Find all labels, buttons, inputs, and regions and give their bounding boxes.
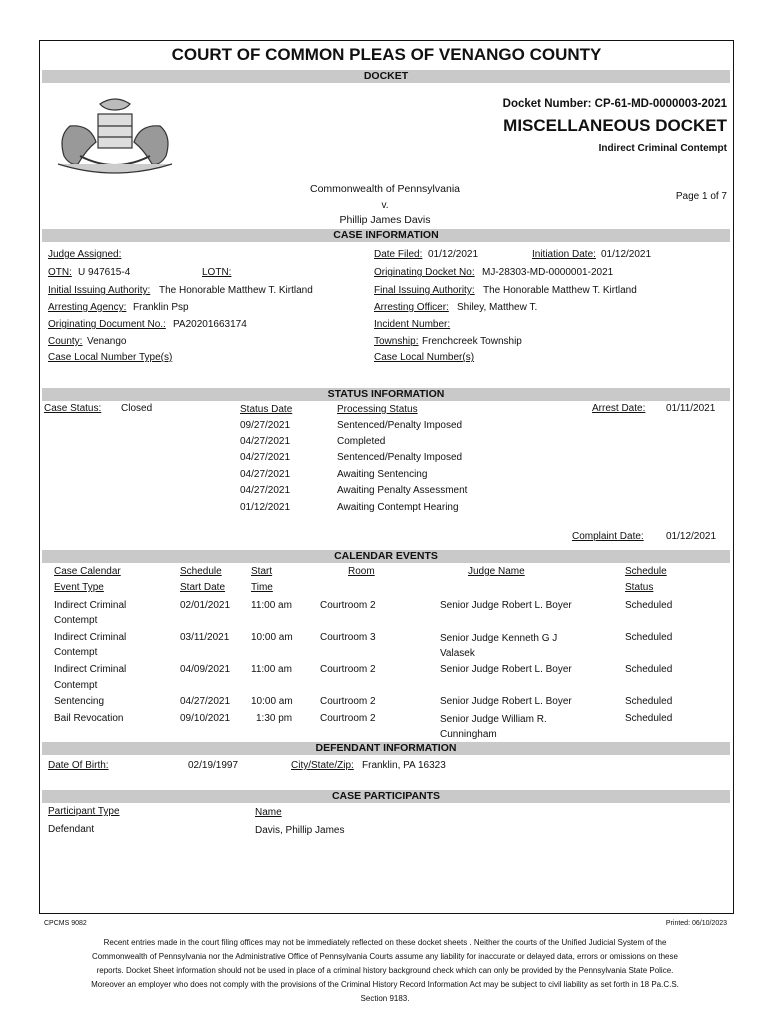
cal-header-schedule: Schedule [180,566,222,577]
status-date-header: Status Date [240,404,293,415]
otn-value: U 947615-4 [78,267,131,278]
cal-row-date: 09/10/2021 [180,713,231,724]
cal-row-judge: Senior Judge William R. [440,714,547,725]
status-row-date: 04/27/2021 [240,452,291,463]
case-type: Indirect Criminal Contempt [598,143,727,154]
date-filed-value: 01/12/2021 [428,249,479,260]
status-row-status: Awaiting Sentencing [337,469,428,480]
form-number: CPCMS 9082 [44,920,87,927]
cal-row-event: Indirect Criminal [54,632,127,643]
cal-row-judge: Cunningham [440,729,497,740]
cal-row-date: 04/09/2021 [180,664,231,675]
otn-label: OTN: [48,267,72,278]
orig-docket-value: MJ-28303-MD-0000001-2021 [482,267,614,278]
cal-row-time: 10:00 am [251,632,293,643]
cal-row-room: Courtroom 2 [320,600,376,611]
cal-row-event: Contempt [54,615,98,626]
initiation-date-label: Initiation Date: [532,249,596,260]
pennsylvania-seal-icon [50,96,180,174]
cal-row-room: Courtroom 3 [320,632,376,643]
case-status-value: Closed [121,403,153,414]
participant-name: Davis, Phillip James [255,825,345,836]
status-row-status: Sentenced/Penalty Imposed [337,452,463,463]
cal-row-judge: Senior Judge Robert L. Boyer [440,664,572,675]
cal-row-time: 1:30 pm [256,713,293,724]
participant-type: Defendant [48,824,95,835]
cal-row-status: Scheduled [625,664,673,675]
complaint-date-value: 01/12/2021 [666,531,717,542]
status-row-date: 09/27/2021 [240,420,291,431]
complaint-date-label: Complaint Date: [572,531,644,542]
cal-header-start: Start [251,566,273,577]
cal-row-date: 02/01/2021 [180,600,231,611]
status-row-status: Completed [337,436,386,447]
cal-row-judge: Senior Judge Robert L. Boyer [440,696,572,707]
court-title: COURT OF COMMON PLEAS OF VENANGO COUNTY [171,45,602,64]
cal-row-judge: Senior Judge Kenneth G J [440,633,558,644]
cal-row-event: Indirect Criminal [54,600,127,611]
cal-row-time: 10:00 am [251,696,293,707]
status-row-status: Sentenced/Penalty Imposed [337,420,463,431]
final-authority-label: Final Issuing Authority: [374,285,475,296]
case-info-bar: CASE INFORMATION [42,229,730,242]
cal-header-event: Case Calendar [54,566,121,577]
arresting-agency-label: Arresting Agency: [48,302,127,313]
cal-row-judge: Valasek [440,648,475,659]
cal-header-status: Status [625,582,654,593]
initiation-date-value: 01/12/2021 [601,249,652,260]
cal-row-judge: Senior Judge Robert L. Boyer [440,600,572,611]
cal-row-time: 11:00 am [251,664,292,675]
processing-status-header: Processing Status [337,404,418,415]
final-authority-value: The Honorable Matthew T. Kirtland [483,285,637,296]
dob-label: Date Of Birth: [48,760,109,771]
incident-label: Incident Number: [374,319,451,330]
city-state-zip-value: Franklin, PA 16323 [362,760,446,771]
orig-doc-label: Originating Document No.: [48,319,166,330]
cal-header-status: Schedule [625,566,667,577]
orig-doc-value: PA20201663174 [173,319,247,330]
initial-authority-value: The Honorable Matthew T. Kirtland [159,285,313,296]
cal-row-event: Indirect Criminal [54,664,127,675]
case-status-label: Case Status: [44,403,102,414]
cal-row-room: Courtroom 2 [320,696,376,707]
status-row-status: Awaiting Penalty Assessment [337,485,468,496]
cal-row-room: Courtroom 2 [320,664,376,675]
docket-type: MISCELLANEOUS DOCKET [503,116,727,135]
caption-line2: v. [381,200,389,211]
arresting-officer-value: Shiley, Matthew T. [457,302,538,313]
cal-row-event: Bail Revocation [54,713,124,724]
local-number-label: Case Local Number(s) [374,352,475,363]
defendant-bar: DEFENDANT INFORMATION [42,742,730,755]
printed-date: Printed: 06/10/2023 [665,920,727,927]
docket-number: Docket Number: CP-61-MD-0000003-2021 [502,98,727,110]
cal-header-judge: Judge Name [468,566,525,577]
cal-header-start: Time [251,582,273,593]
cal-row-status: Scheduled [625,713,673,724]
county-label: County: [48,336,83,347]
cal-header-schedule: Start Date [180,582,226,593]
status-row-date: 01/12/2021 [240,502,291,513]
caption-line3: Phillip James Davis [339,214,431,226]
lotn-label: LOTN: [202,267,232,278]
status-row-date: 04/27/2021 [240,436,291,447]
cal-row-room: Courtroom 2 [320,713,376,724]
orig-docket-label: Originating Docket No: [374,267,475,278]
date-filed-label: Date Filed: [374,249,423,260]
status-row-status: Awaiting Contempt Hearing [337,502,459,513]
docket-bar: DOCKET [42,70,730,83]
township-label: Township: [374,336,419,347]
caption-line1: Commonwealth of Pennsylvania [310,183,460,195]
participant-type-header: Participant Type [48,806,120,817]
cal-row-status: Scheduled [625,696,673,707]
county-value: Venango [87,336,127,347]
page-indicator: Page 1 of 7 [675,191,727,202]
cal-row-status: Scheduled [625,632,673,643]
arresting-agency-value: Franklin Psp [133,302,189,313]
arresting-officer-label: Arresting Officer: [374,302,449,313]
status-row-date: 04/27/2021 [240,469,291,480]
judge-assigned-label: Judge Assigned: [48,249,122,260]
arrest-date-value: 01/11/2021 [666,403,716,414]
cal-row-event: Contempt [54,647,98,658]
township-value: Frenchcreek Township [422,336,522,347]
cal-row-time: 11:00 am [251,600,292,611]
participants-bar: CASE PARTICIPANTS [42,790,730,803]
cal-header-room: Room [348,566,375,577]
cal-header-event: Event Type [54,582,104,593]
arrest-date-label: Arrest Date: [592,403,646,414]
cal-row-date: 03/11/2021 [180,632,230,643]
cal-row-event: Contempt [54,680,98,691]
city-state-zip-label: City/State/Zip: [291,760,354,771]
initial-authority-label: Initial Issuing Authority: [48,285,151,296]
cal-row-event: Sentencing [54,696,105,707]
cal-row-date: 04/27/2021 [180,696,231,707]
participant-name-header: Name [255,807,282,818]
disclaimer: Recent entries made in the court filing offices may not be immediately reflected on these docket sheets . Neither the courts of the Unified Judicial System of the Commonwealth of Pennsylvania nor the Administrative Office of Pennsylvania Courts assume any liability for inaccurate or delayed data, errors or omissions on these reports. Docket Sheet information should not be used in place of a criminal history background check which can only be provided by the Pennsylvania State Police. Moreover an employer who does not comply with the provisions of the Criminal History Record Information Act may be subject to civil liability as set forth in 18 Pa.C.S. Section 9183. [91,938,679,1003]
local-type-label: Case Local Number Type(s) [48,352,173,363]
status-info-bar: STATUS INFORMATION [42,388,730,401]
calendar-bar: CALENDAR EVENTS [42,550,730,563]
dob-value: 02/19/1997 [188,760,239,771]
cal-row-status: Scheduled [625,600,673,611]
status-row-date: 04/27/2021 [240,485,291,496]
